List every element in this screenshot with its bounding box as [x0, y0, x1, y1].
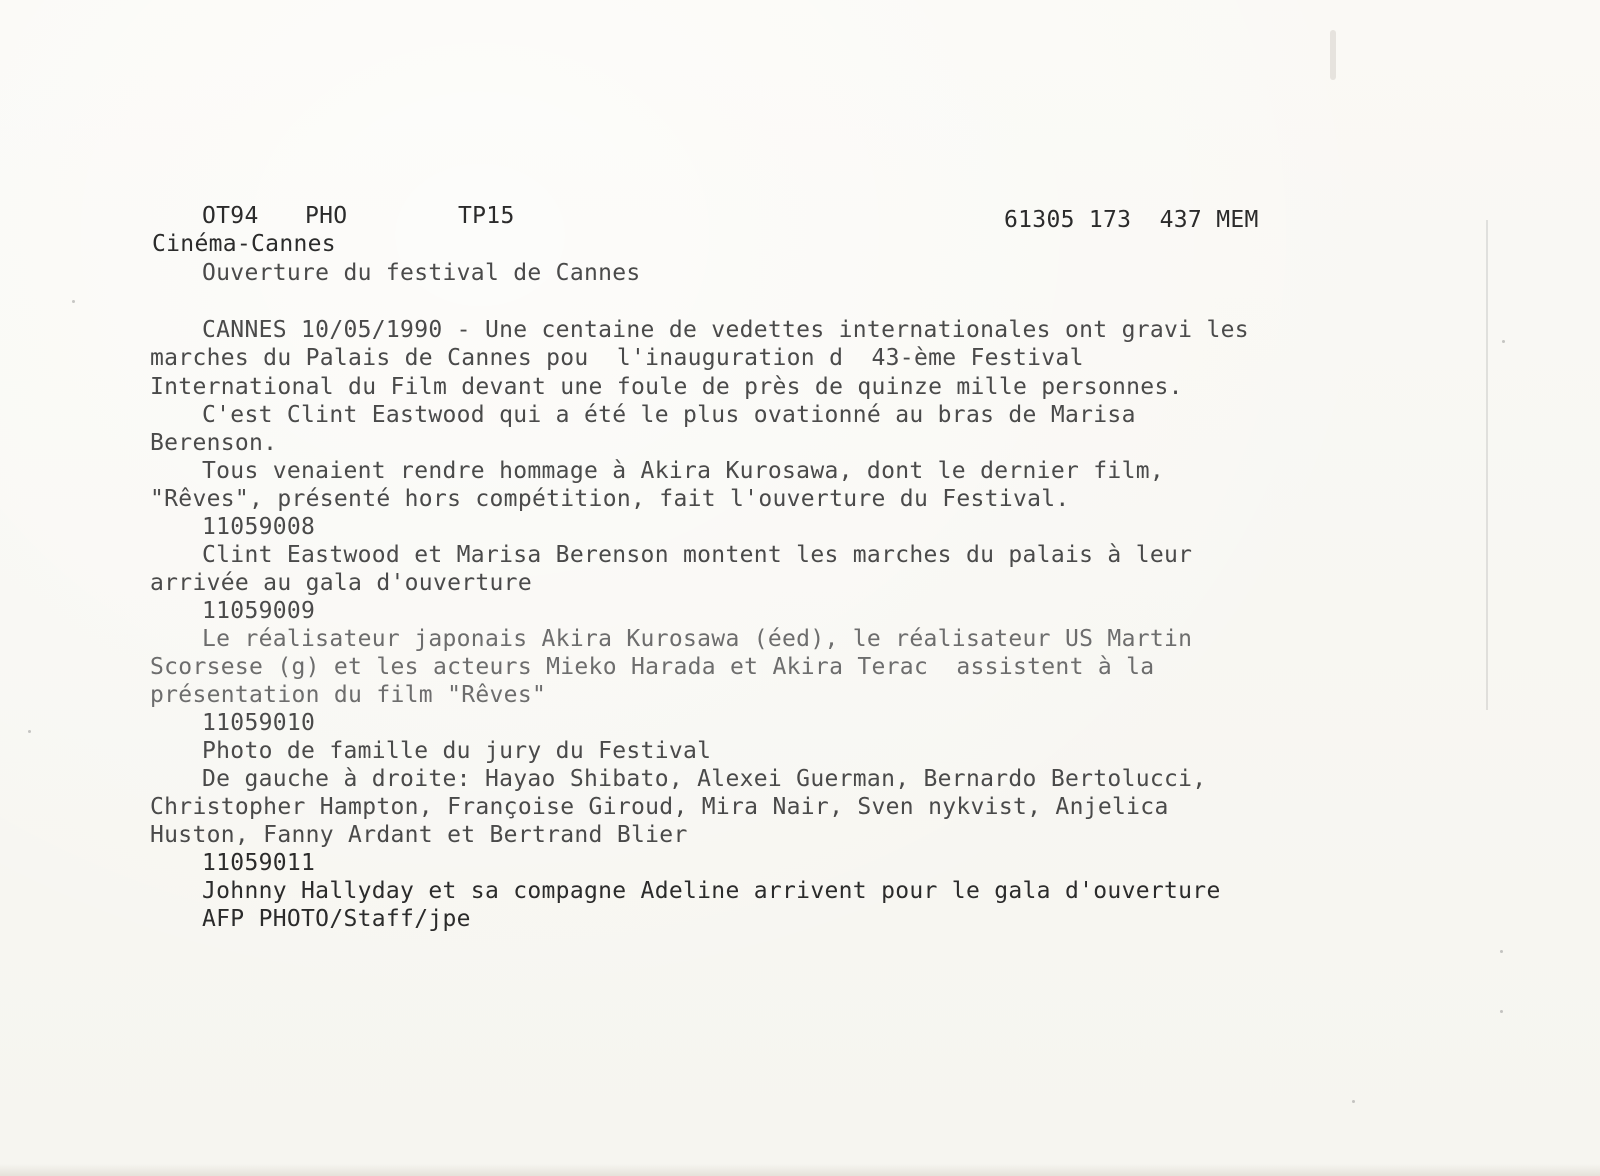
body-paragraph-2-line-1: C'est Clint Eastwood qui a été le plus ovationné au bras de Marisa: [202, 402, 1136, 428]
photo-caption-line: Huston, Fanny Ardant et Bertrand Blier: [150, 822, 688, 848]
body-paragraph-1-line-1: CANNES 10/05/1990 - Une centaine de vedettes internationales ont gravi les: [202, 317, 1249, 343]
photo-caption-line: Johnny Hallyday et sa compagne Adeline arrivent pour le gala d'ouverture: [202, 878, 1221, 904]
photo-id: 11059009: [202, 598, 316, 624]
photo-caption-line: De gauche à droite: Hayao Shibato, Alexei Guerman, Bernardo Bertolucci,: [202, 766, 1207, 792]
photo-caption-line: Scorsese (g) et les acteurs Mieko Harada et Akira Terac assistent à la: [150, 654, 1155, 680]
photo-id: 11059010: [202, 710, 316, 736]
photo-id: 11059011: [202, 850, 316, 876]
category-label: Cinéma-Cannes: [152, 231, 336, 257]
photo-caption-line: Clint Eastwood et Marisa Berenson montent les marches du palais à leur: [202, 542, 1193, 568]
body-paragraph-2-line-2: Berenson.: [150, 430, 278, 456]
photo-caption-line: arrivée au gala d'ouverture: [150, 570, 532, 596]
header-reference: 61305 173 437 MEM: [1004, 207, 1259, 233]
body-paragraph-3-line-2: "Rêves", présenté hors compétition, fait l'ouverture du Festival.: [150, 486, 1070, 512]
photo-caption-line: présentation du film "Rêves": [150, 682, 547, 708]
photo-caption-line: Le réalisateur japonais Akira Kurosawa (éed), le réalisateur US Martin: [202, 626, 1193, 652]
photo-caption-line: Christopher Hampton, Françoise Giroud, Mira Nair, Sven nykvist, Anjelica: [150, 794, 1169, 820]
body-paragraph-1-line-3: International du Film devant une foule de près de quinze mille personnes.: [150, 374, 1183, 400]
photo-credit: AFP PHOTO/Staff/jpe: [202, 906, 471, 932]
header-code-2: PHO: [305, 203, 348, 229]
body-paragraph-1-line-2: marches du Palais de Cannes pou l'inauguration d 43-ème Festival: [150, 345, 1084, 371]
headline: Ouverture du festival de Cannes: [202, 260, 641, 286]
header-code-1: OT94: [202, 203, 259, 229]
photo-id: 11059008: [202, 514, 316, 540]
header-code-3: TP15: [458, 203, 515, 229]
body-paragraph-3-line-1: Tous venaient rendre hommage à Akira Kurosawa, dont le dernier film,: [202, 458, 1165, 484]
photo-caption-line: Photo de famille du jury du Festival: [202, 738, 712, 764]
